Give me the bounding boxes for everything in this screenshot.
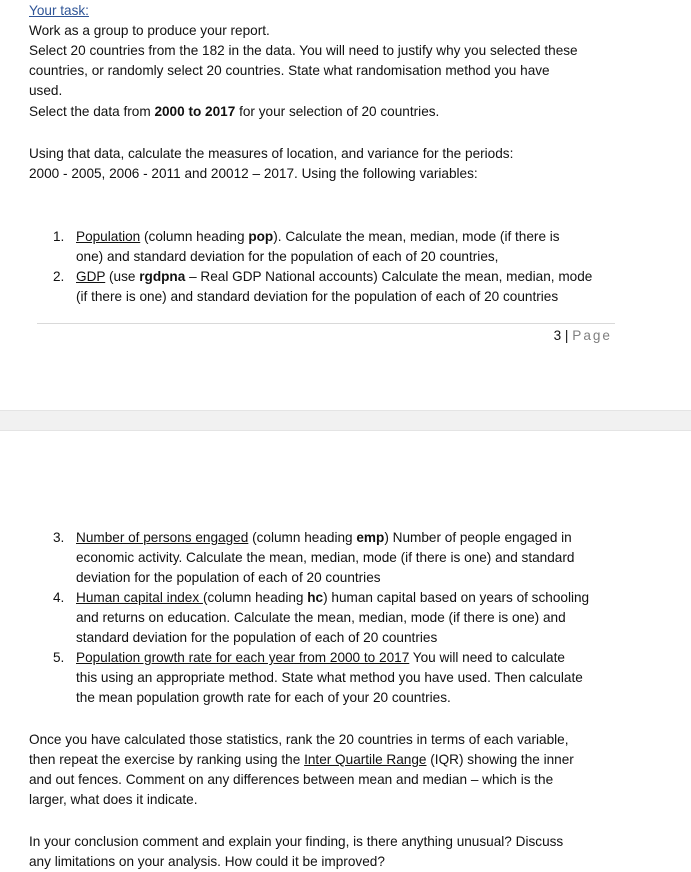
- intro-line-1: Work as a group to produce your report.: [29, 23, 270, 38]
- item-3-variable: emp: [356, 530, 385, 545]
- item-2-text-a: (use: [105, 269, 140, 284]
- document-page-3: [0, 0, 691, 410]
- item-5-line-3: the mean population growth rate for each of your 20 countries.: [76, 690, 451, 705]
- item-3-line-3: deviation for the population of each of 20 countries: [76, 570, 381, 585]
- intro-line-2: Select 20 countries from the 182 in the data. You will need to justify why you selected these: [29, 43, 578, 58]
- using-data-line-1: Using that data, calculate the measures of location, and variance for the periods:: [29, 146, 514, 161]
- intro-line-3: countries, or randomly select 20 countries. State what randomisation method you have: [29, 63, 550, 78]
- item-3-text-a: (column heading: [248, 530, 357, 545]
- ranking-line-3: and out fences. Comment on any differences between mean and median – which is the: [29, 772, 554, 787]
- list-number-2: 2.: [53, 269, 65, 284]
- item-1-variable: pop: [248, 229, 274, 244]
- page-label: Page: [572, 328, 612, 343]
- task-heading: Your task:: [29, 3, 89, 18]
- item-1-text-b: ). Calculate the mean, median, mode (if there is: [273, 229, 560, 244]
- item-2-text-b: – Real GDP National accounts) Calculate the mean, median, mode: [185, 269, 593, 284]
- select-data-line: [29, 102, 439, 122]
- item-1-line-2: one) and standard deviation for the population of each of 20 countries,: [76, 249, 499, 264]
- ranking-line-2-post: (IQR) showing the inner: [426, 752, 574, 767]
- conclusion-line-2: any limitations on your analysis. How could it be improved?: [29, 854, 385, 869]
- list-number-4: 4.: [53, 590, 65, 605]
- page-number-separator: |: [561, 328, 573, 343]
- persons-engaged-link: Number of persons engaged: [76, 530, 249, 545]
- ranking-line-1: Once you have calculated those statistics, rank the 20 countries in terms of each variable,: [29, 732, 569, 747]
- item-5-text-a: You will need to calculate: [409, 650, 565, 665]
- list-number-1: 1.: [53, 229, 65, 244]
- ranking-line-4: larger, what does it indicate.: [29, 792, 198, 807]
- item-4-variable: hc: [307, 590, 324, 605]
- population-link: Population: [76, 229, 141, 244]
- item-3-text-b: ) Number of people engaged in: [384, 530, 572, 545]
- iqr-link: Inter Quartile Range: [304, 752, 427, 767]
- page-number: [554, 326, 612, 346]
- item-3-line-2: economic activity. Calculate the mean, median, mode (if there is one) and standard: [76, 550, 575, 565]
- list-item-growth-rate: [76, 648, 565, 668]
- intro-line-4: used.: [29, 83, 63, 98]
- list-number-5: 5.: [53, 650, 65, 665]
- conclusion-line-1: In your conclusion comment and explain your finding, is there anything unusual? Discuss: [29, 834, 564, 849]
- ranking-line-2-pre: then repeat the exercise by ranking using the: [29, 752, 305, 767]
- select-data-post: for your selection of 20 countries.: [235, 104, 440, 119]
- item-4-line-3: standard deviation for the population of each of 20 countries: [76, 630, 438, 645]
- page-break: [0, 410, 691, 431]
- item-2-variable: rgdpna: [139, 269, 186, 284]
- item-4-text-a: (column heading: [202, 590, 308, 605]
- list-item-human-capital: [76, 588, 589, 608]
- list-item-persons-engaged: [76, 528, 572, 548]
- document-page-4: [0, 431, 691, 871]
- item-4-text-b: ) human capital based on years of schooling: [323, 590, 590, 605]
- growth-rate-link: Population growth rate for each year from 2000 to 2017: [76, 650, 410, 665]
- human-capital-link: Human capital index: [76, 590, 203, 605]
- item-4-line-2: and returns on education. Calculate the mean, median, mode (if there is one) and: [76, 610, 566, 625]
- ranking-line-2: [29, 750, 574, 770]
- item-1-text-a: (column heading: [140, 229, 249, 244]
- page-number-value: 3: [553, 328, 562, 343]
- select-data-years: 2000 to 2017: [154, 104, 236, 119]
- using-data-line-2: 2000 - 2005, 2006 - 2011 and 20012 – 2017. Using the following variables:: [29, 166, 478, 181]
- gdp-link: GDP: [76, 269, 106, 284]
- footer-rule: [37, 323, 615, 324]
- list-item-gdp: [76, 267, 592, 287]
- item-5-line-2: this using an appropriate method. State what method you have used. Then calculate: [76, 670, 583, 685]
- item-2-line-2: (if there is one) and standard deviation for the population of each of 20 countries: [76, 289, 559, 304]
- select-data-pre: Select the data from: [29, 104, 155, 119]
- list-item-population: [76, 227, 560, 247]
- list-number-3: 3.: [53, 530, 65, 545]
